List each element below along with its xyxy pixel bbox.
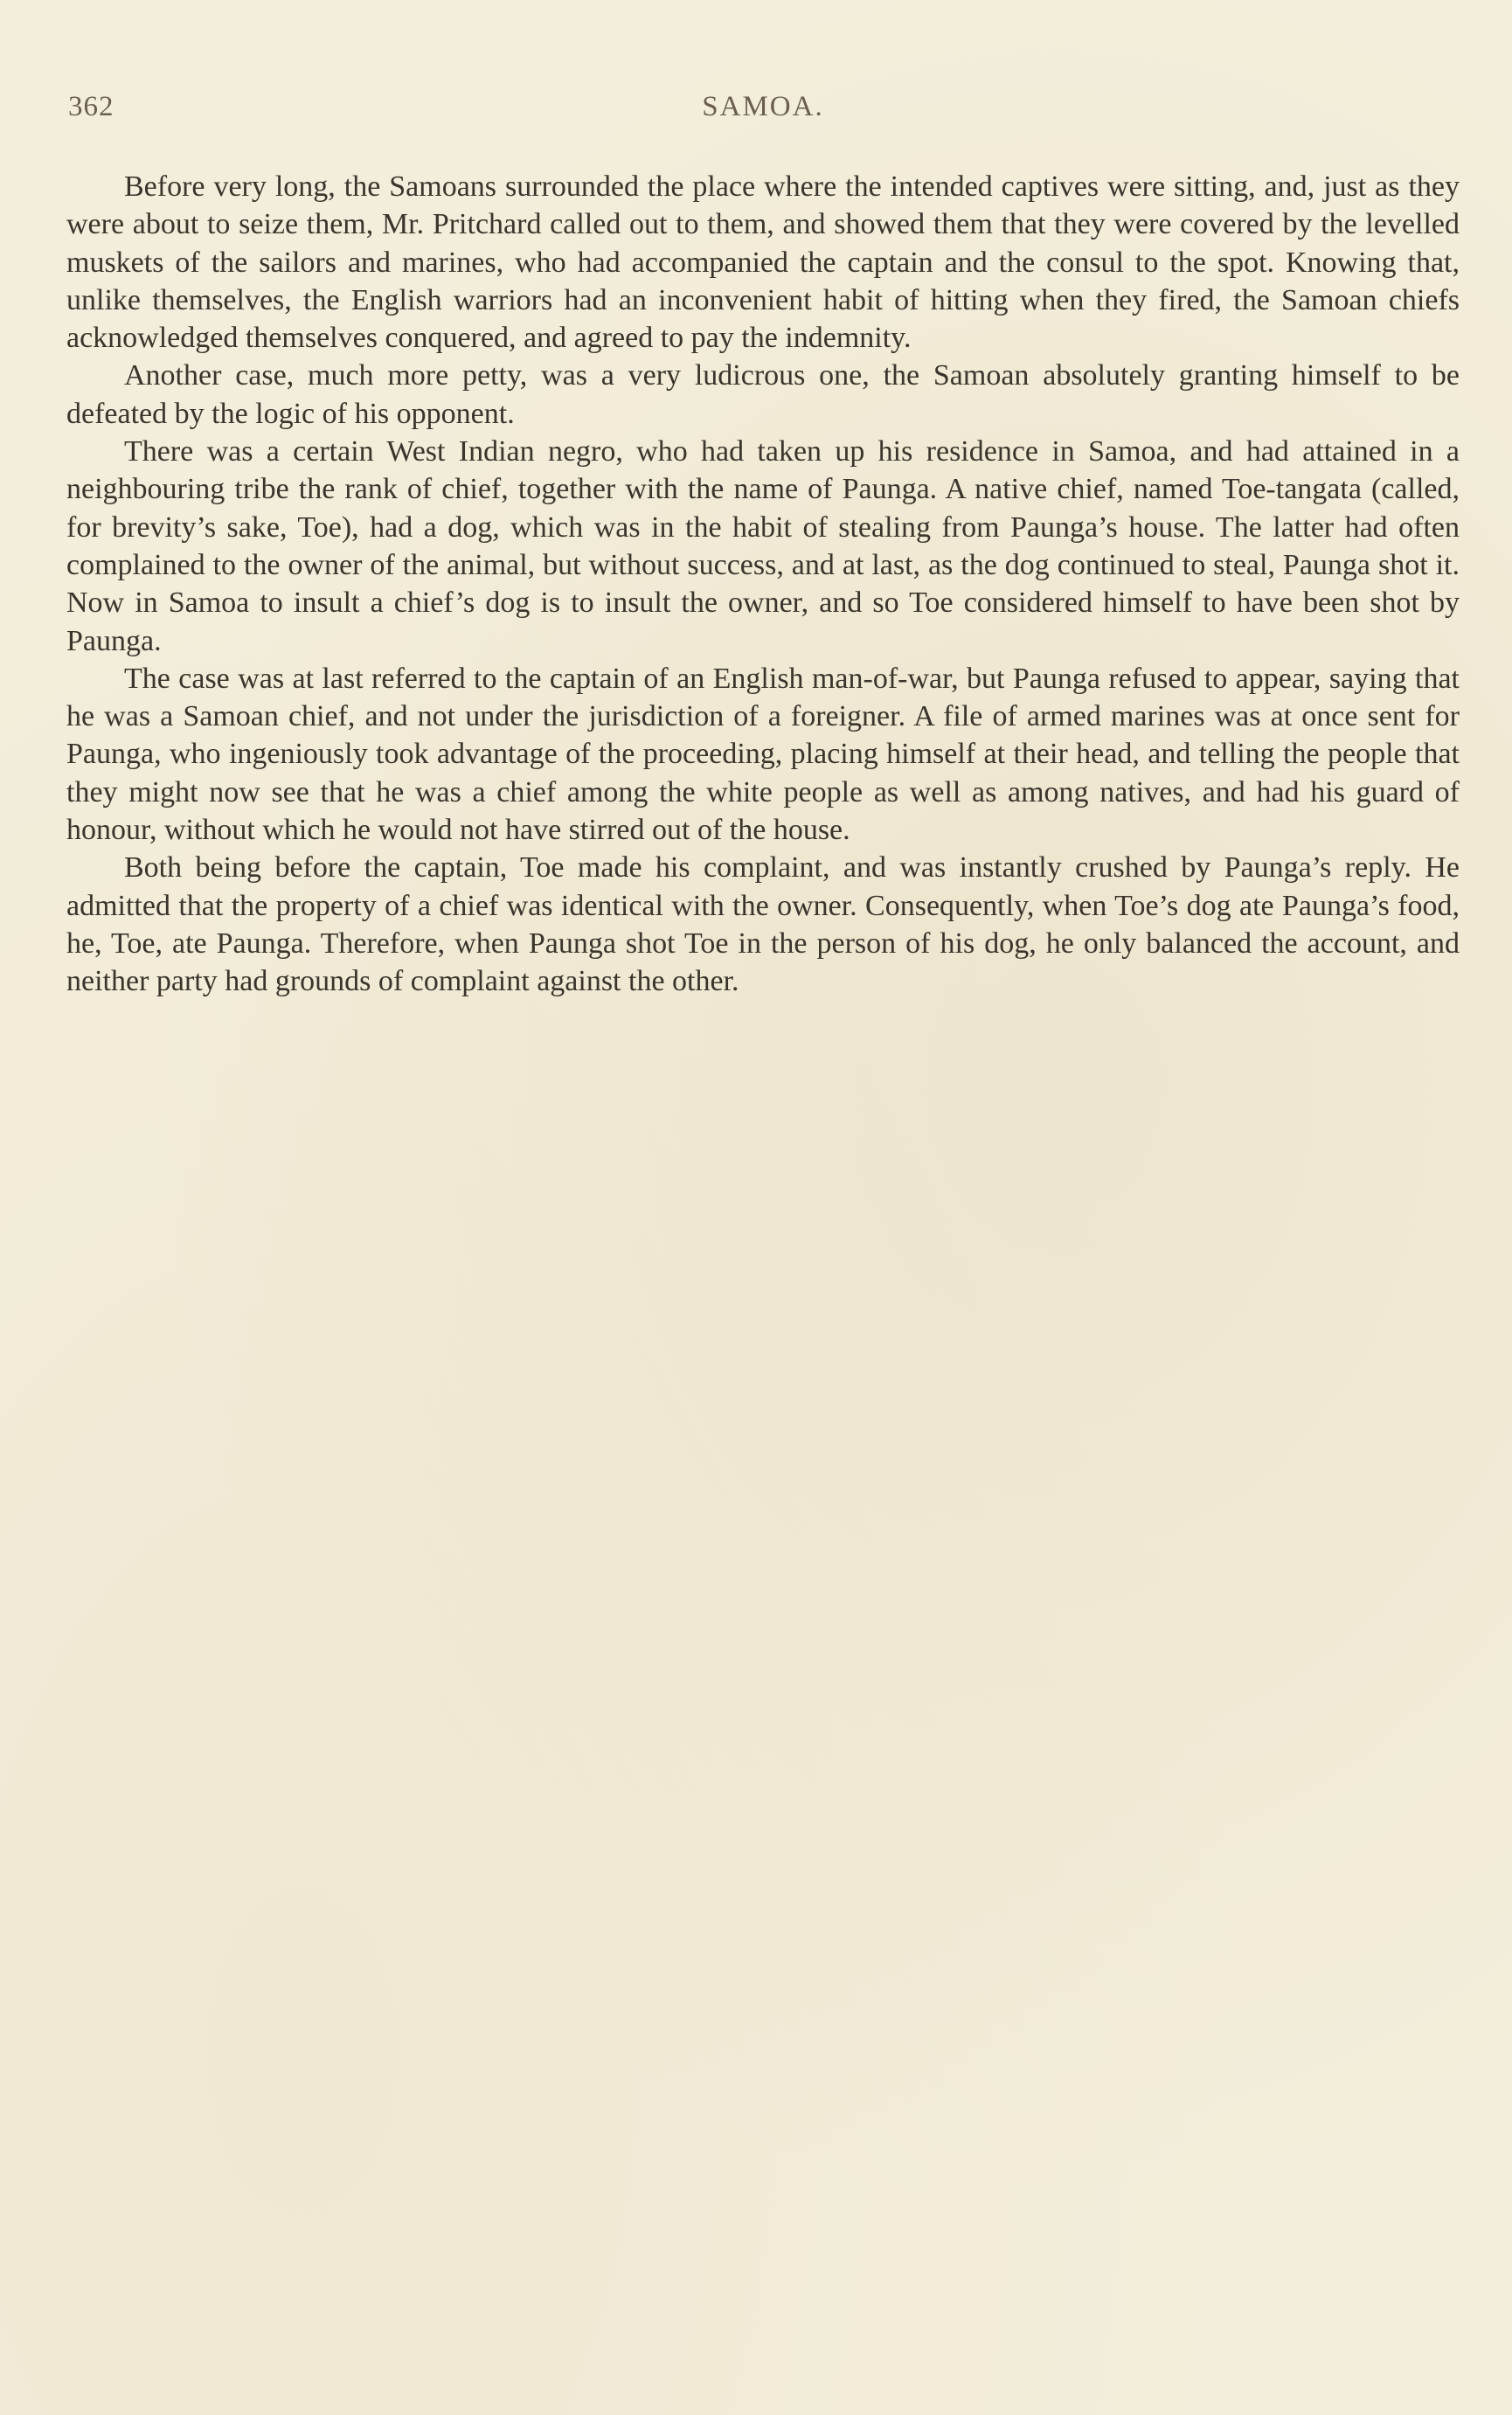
page-number: 362 (68, 91, 114, 122)
paragraph: The case was at last referred to the captain of an English man-of-war, but Paunga refused to appear, saying that he was a Samoan chief, and not under the jurisdiction of a foreigner. A file of armed marines was at once sent for Paunga, who ingeniously took advantage of the proceeding, placing himself at their head, and telling the people that they might now see that he was a chief among the white people as well as among natives, and had his guard of honour, without which he would not have stirred out of the house. (66, 662, 1460, 847)
paragraph: Before very long, the Samoans surrounded the place where the intended captives were sitting, and, just as they were about to seize them, Mr. Pritchard called out to them, and showed them that they were covered by the levelled muskets of the sailors and marines, who had accompanied the captain and the consul to the spot. Knowing that, unlike themselves, the English warriors had an inconvenient habit of hitting when they fired, the Samoan chiefs acknowledged themselves conquered, and agreed to pay the indemnity. (66, 170, 1460, 355)
running-head (68, 91, 1458, 135)
running-title: SAMOA. (702, 91, 824, 122)
paragraph: There was a certain West Indian negro, who had taken up his residence in Samoa, and had attained in a neighbouring tribe the rank of chief, together with the name of Paunga. A native chief, named Toe-tangata (called, for brevity’s sake, Toe), had a dog, which was in the habit of stealing from Paunga’s house. The latter had often complained to the owner of the animal, but without success, and at last, as the dog continued to steal, Paunga shot it. Now in Samoa to insult a chief’s dog is to insult the owner, and so Toe considered himself to have been shot by Paunga. (66, 435, 1460, 657)
body-text (66, 168, 1460, 1001)
paragraph: Another case, much more petty, was a very ludicrous one, the Samoan absolutely granting himself to be defeated by the logic of his opponent. (66, 359, 1460, 430)
paragraph: Both being before the captain, Toe made his complaint, and was instantly crushed by Paunga’s reply. He admitted that the property of a chief was identical with the owner. Consequently, when Toe’s dog ate Paunga’s food, he, Toe, ate Paunga. Therefore, when Paunga shot Toe in the person of his dog, he only balanced the account, and neither party had grounds of complaint against the other. (66, 851, 1460, 998)
